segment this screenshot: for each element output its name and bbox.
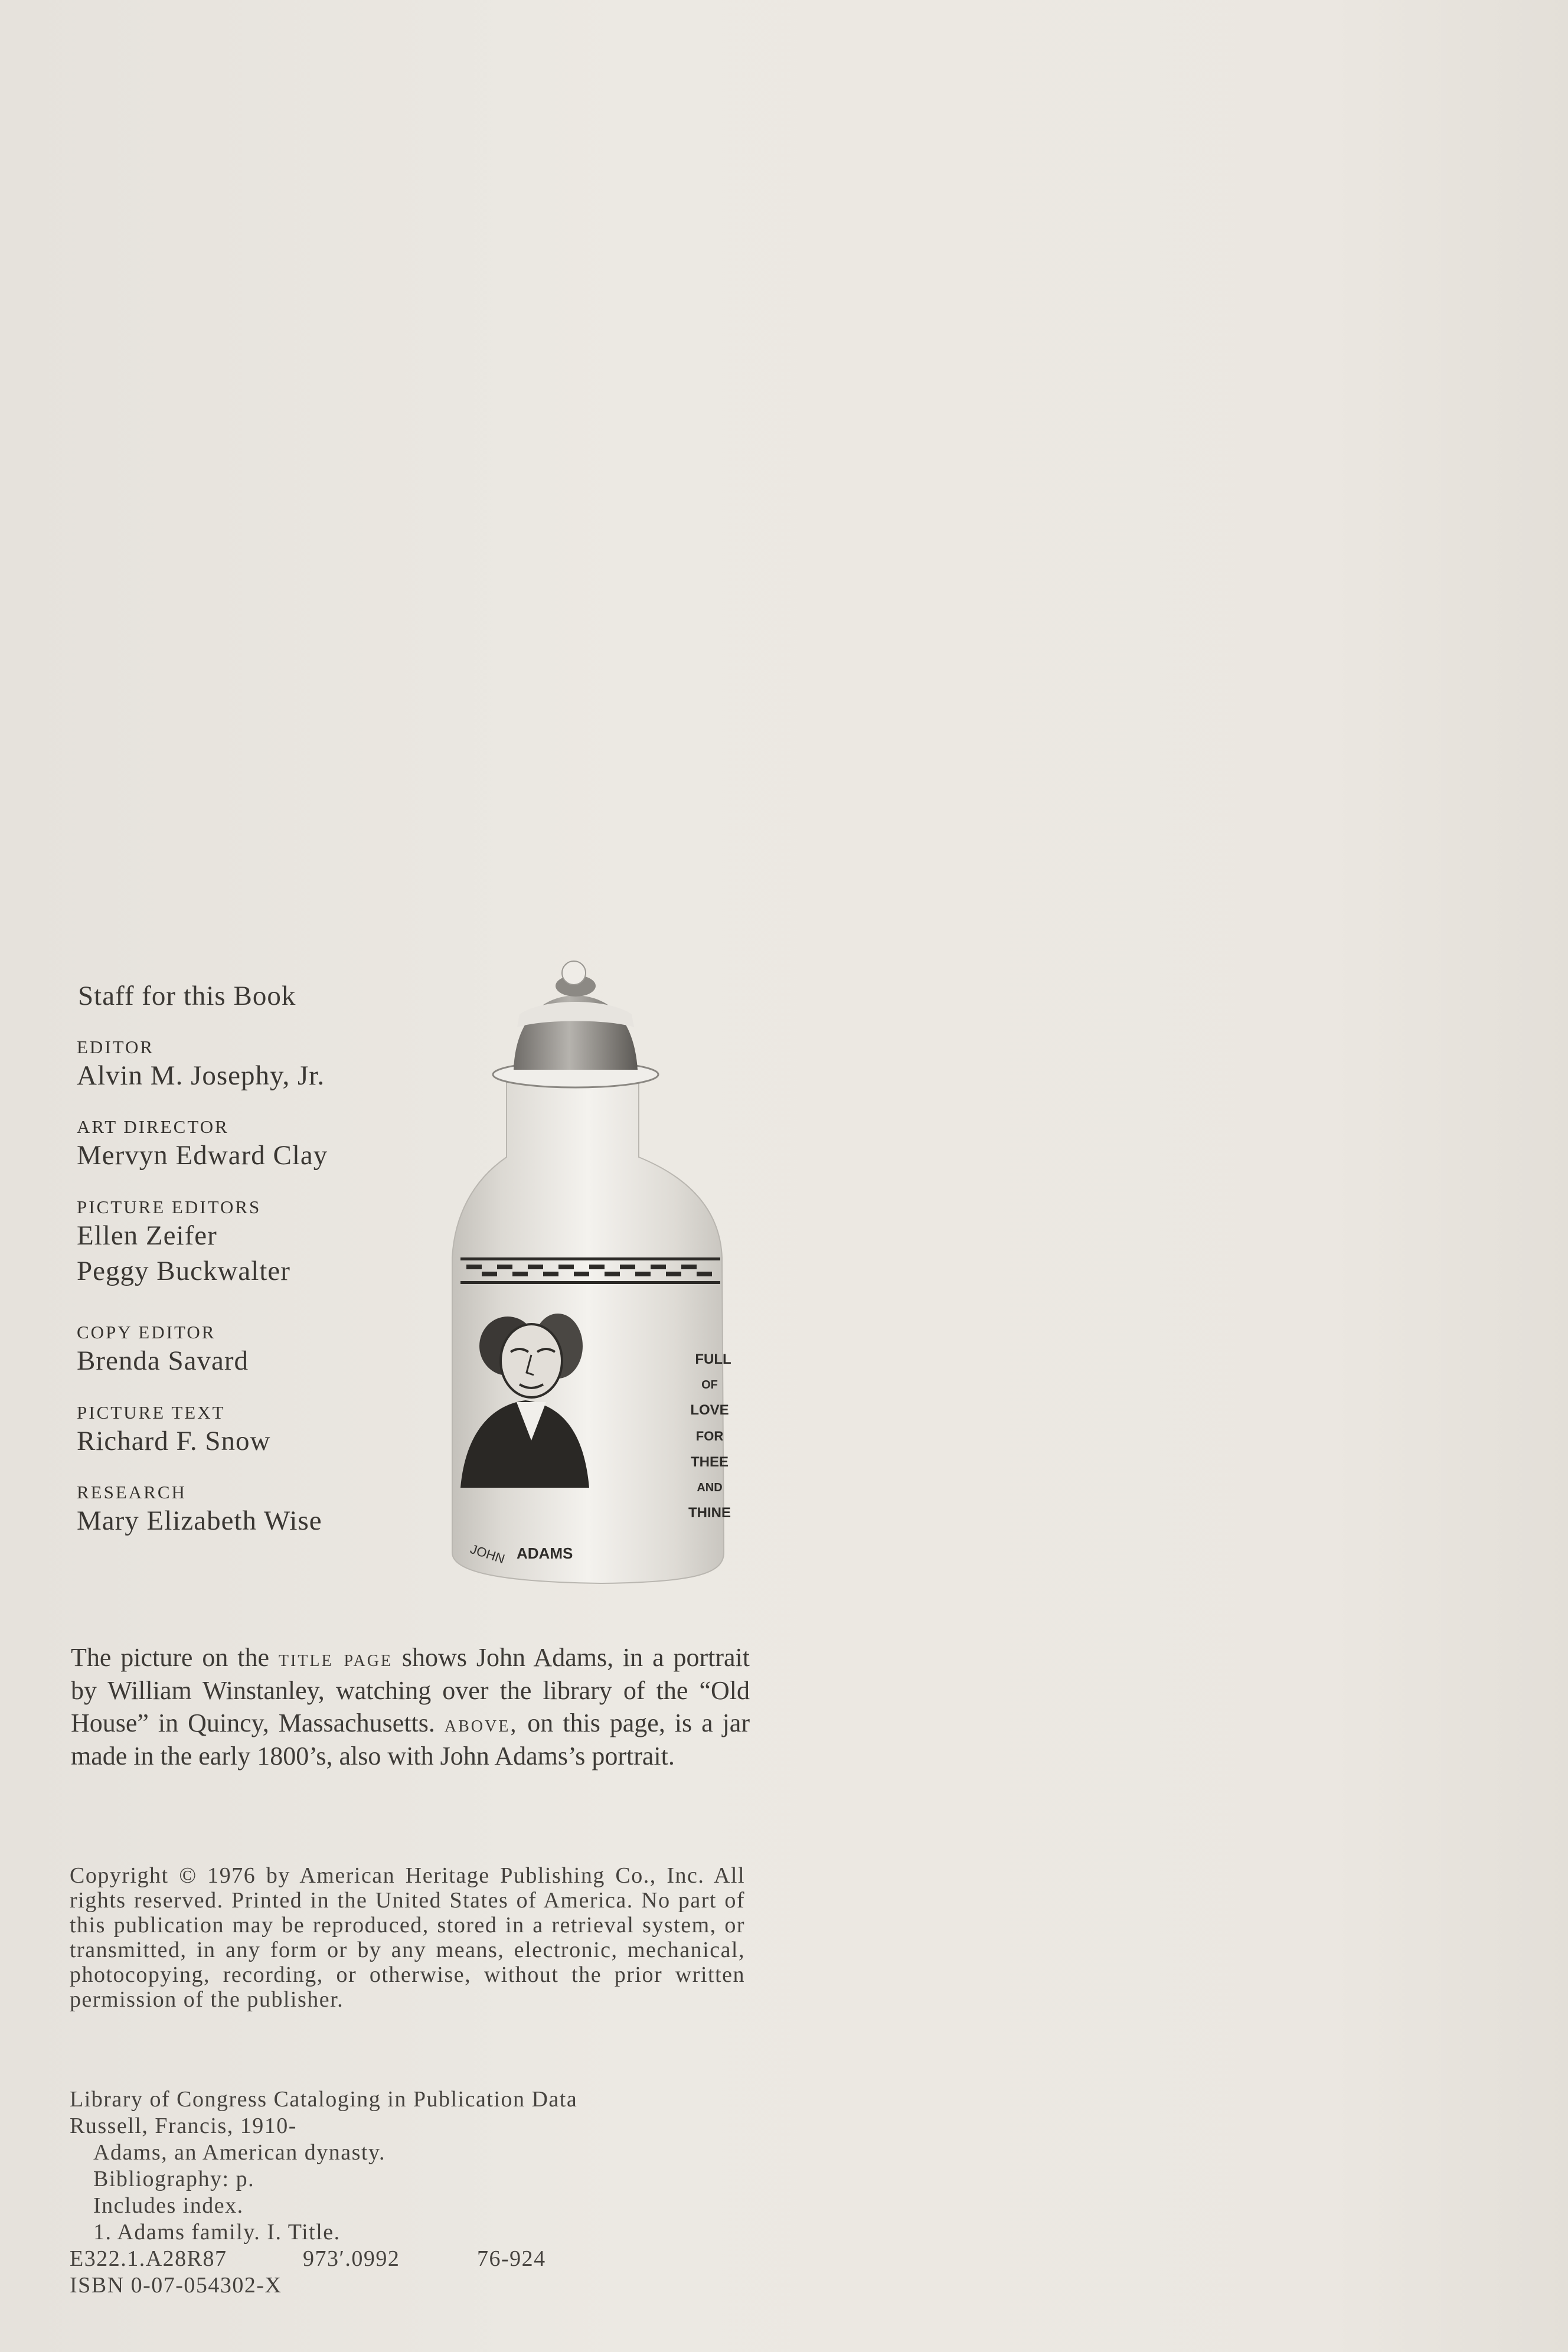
cip-card-number: 76-924 <box>477 2246 546 2271</box>
cip-lc-number: E322.1.A28R87 <box>70 2246 227 2271</box>
caption-smallcaps-above: above, <box>444 1710 518 1737</box>
cip-heading: Library of Congress Cataloging in Publication Data <box>70 2087 578 2112</box>
role-picture-editors: PICTURE EDITORS <box>77 1197 262 1217</box>
name-picture-text: Richard F. Snow <box>77 1426 271 1456</box>
caption-text-1: The picture on the <box>71 1643 279 1672</box>
jar-label-last: ADAMS <box>517 1544 573 1562</box>
role-editor: EDITOR <box>77 1037 155 1057</box>
john-adams-jar-image <box>437 939 767 1606</box>
caption-smallcaps-title-page: title page <box>278 1645 393 1671</box>
cip-bibliography: Bibliography: p. <box>93 2167 255 2191</box>
caption-text-2: shows John Adams, in a portrait by William Winstanley, watching over the library of the “Old House” in Quincy, Massachusetts. <box>71 1643 750 1737</box>
name-picture-editor-1: Ellen Zeifer <box>77 1220 217 1251</box>
cip-index: Includes index. <box>93 2193 244 2218</box>
cip-isbn: ISBN 0-07-054302-X <box>70 2273 282 2298</box>
cip-author: Russell, Francis, 1910- <box>70 2113 297 2138</box>
jar-motto-2: OF <box>701 1378 718 1391</box>
role-copy-editor: COPY EDITOR <box>77 1322 216 1342</box>
jar-motto-5: THEE <box>690 1454 729 1470</box>
cip-title: Adams, an American dynasty. <box>93 2140 386 2165</box>
cip-subjects: 1. Adams family. I. Title. <box>93 2220 341 2245</box>
jar-motto-6: AND <box>697 1481 723 1494</box>
name-research: Mary Elizabeth Wise <box>77 1505 322 1536</box>
name-editor: Alvin M. Josephy, Jr. <box>77 1060 325 1091</box>
cip-classification-line <box>70 2246 837 2272</box>
name-copy-editor: Brenda Savard <box>77 1345 249 1376</box>
name-art-director: Mervyn Edward Clay <box>77 1140 328 1171</box>
role-art-director: ART DIRECTOR <box>77 1116 229 1137</box>
role-research: RESEARCH <box>77 1482 187 1502</box>
caption-text-3: on this page, is a jar made in the early 1800’s, also with John Adams’s portrait. <box>71 1709 750 1770</box>
copyright-notice: Copyright © 1976 by American Heritage Publishing Co., Inc. All rights reserved. Printed in the United States of America. No part of this publication may be reproduced, stored in a retrieval system, or transmitted, in any form or by any means, electronic, mechanical, photocopying, recording, or otherwise, without the prior written permission of the publisher. <box>70 1863 745 2012</box>
cataloging-data <box>70 2086 837 2299</box>
jar-motto-3: LOVE <box>690 1402 729 1418</box>
title-page-caption <box>71 1641 750 1772</box>
staff-heading: Staff for this Book <box>78 981 296 1011</box>
jar-motto-1: FULL <box>695 1351 731 1367</box>
jar-motto-4: FOR <box>695 1429 724 1443</box>
jar-motto-7: THINE <box>688 1505 731 1521</box>
jar-label-first: JOHN <box>468 1541 507 1567</box>
role-picture-text: PICTURE TEXT <box>77 1402 226 1423</box>
cip-dewey-number: 973′.0992 <box>303 2246 400 2271</box>
name-picture-editor-2: Peggy Buckwalter <box>77 1256 290 1286</box>
